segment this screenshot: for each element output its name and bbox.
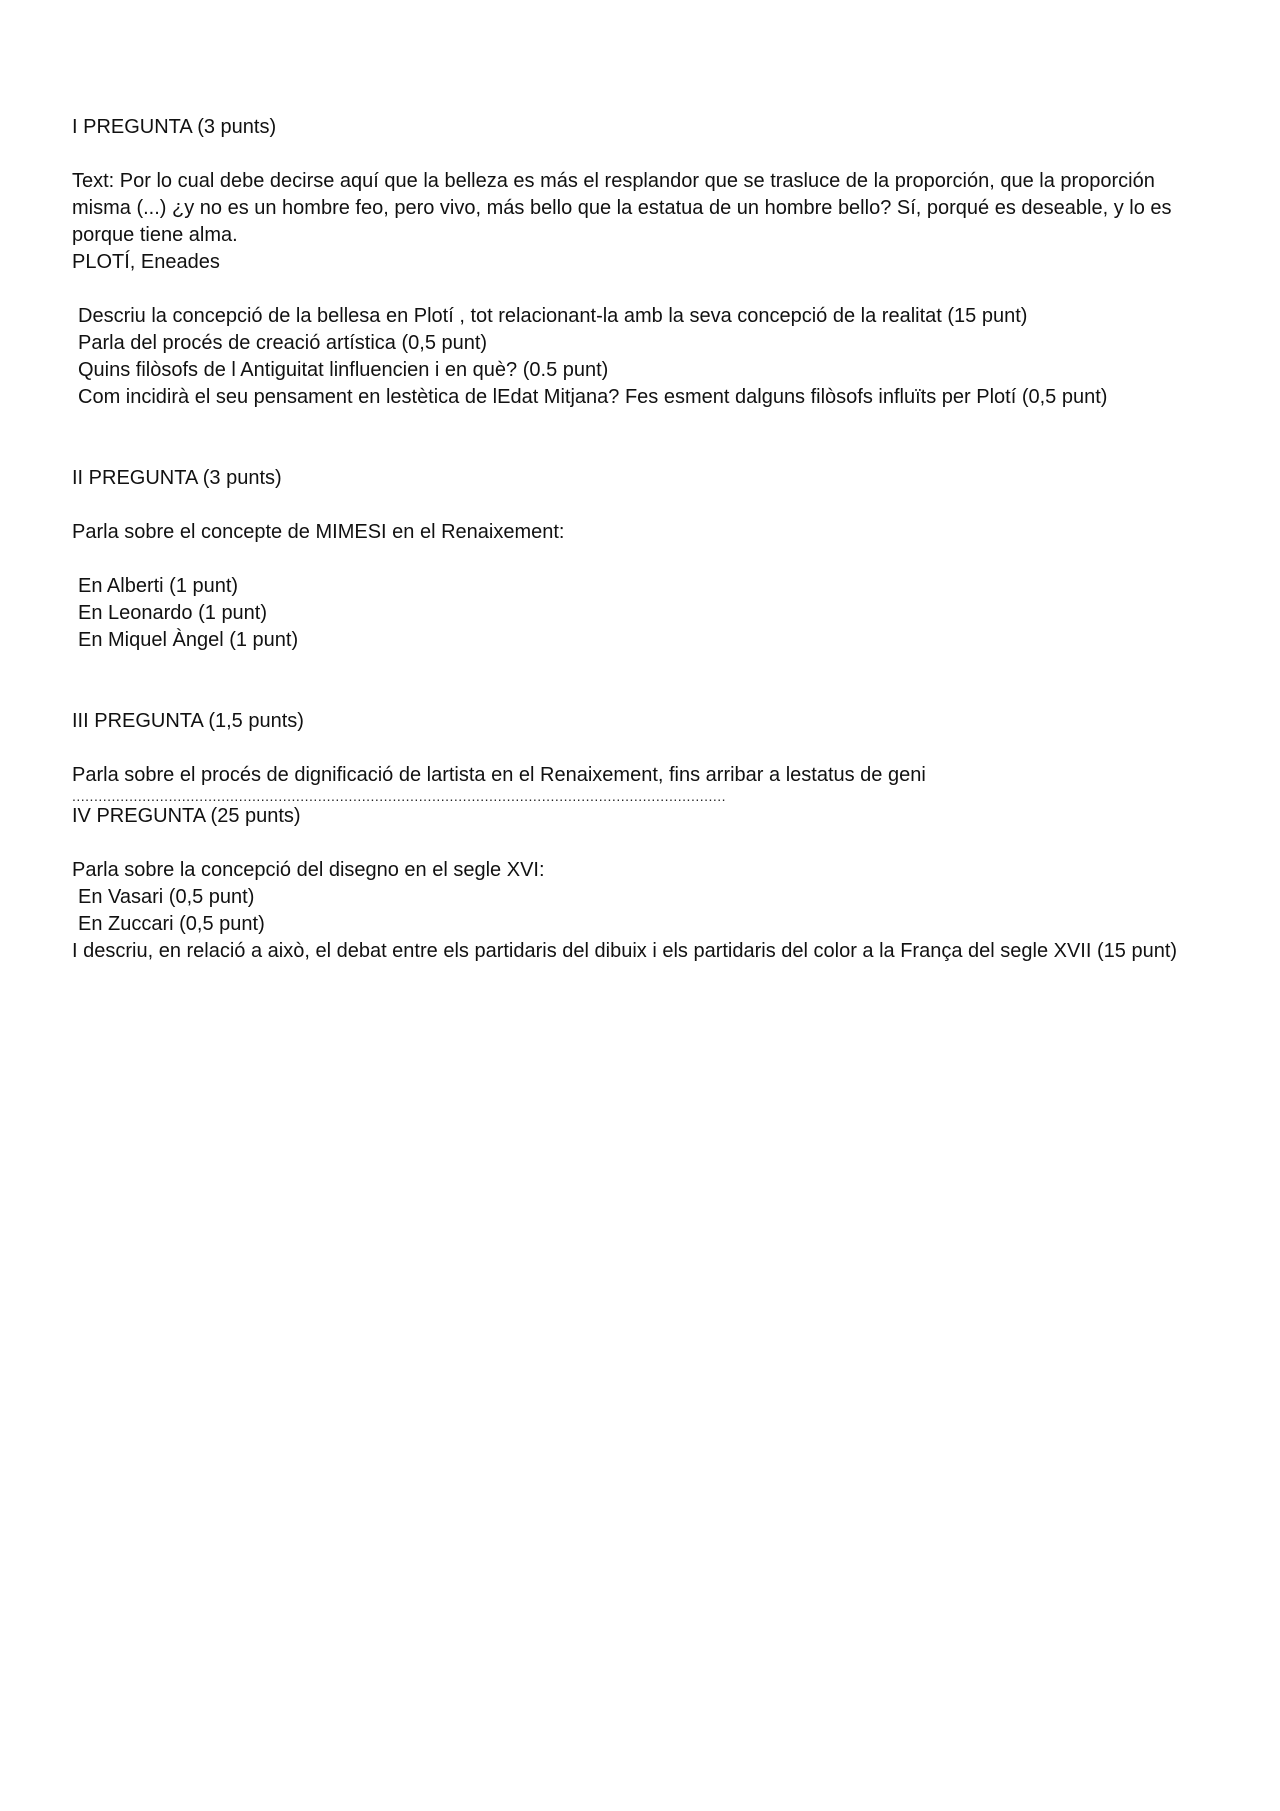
question-1-quote: Text: Por lo cual debe decirse aquí que la belleza es más el resplandor que se trasluce de la proporción, que la proporción misma (...) ¿y no es un hombre feo, pero vivo, más bello que la estatua de un hombre bello? Sí, porqué es deseable, y lo es porque tiene alma. <box>72 170 1172 246</box>
question-2-intro: Parla sobre el concepte de MIMESI en el Renaixement: <box>72 521 565 543</box>
question-4-closing: I descriu, en relació a això, el debat entre els partidaris del dibuix i els partidaris del color a la França del segle XVII (15 punt) <box>72 940 1178 962</box>
question-2-item: En Miquel Àngel (1 punt) <box>78 629 299 651</box>
question-4-item: En Vasari (0,5 punt) <box>78 886 255 908</box>
exam-content <box>72 114 1212 965</box>
question-3-heading: III PREGUNTA (1,5 punts) <box>72 710 304 732</box>
question-2-item: En Leonardo (1 punt) <box>78 602 268 624</box>
question-2-item: En Alberti (1 punt) <box>78 575 239 597</box>
question-1-item: Parla del procés de creació artística (0,5 punt) <box>78 332 488 354</box>
dotted-separator: ..................................................................................................................................................... <box>72 789 727 803</box>
question-1-source: PLOTÍ, Eneades <box>72 251 220 273</box>
question-1-item: Com incidirà el seu pensament en lestètica de lEdat Mitjana? Fes esment dalguns filòsofs influïts per Plotí (0,5 punt) <box>78 386 1108 408</box>
question-4-item: En Zuccari (0,5 punt) <box>78 913 265 935</box>
question-1-item: Descriu la concepció de la bellesa en Plotí , tot relacionant-la amb la seva concepció de la realitat (15 punt) <box>78 305 1028 327</box>
question-4-intro: Parla sobre la concepció del disegno en el segle XVI: <box>72 859 545 881</box>
question-3-text: Parla sobre el procés de dignificació de lartista en el Renaixement, fins arribar a lestatus de geni <box>72 764 926 786</box>
question-4-heading: IV PREGUNTA (25 punts) <box>72 805 301 827</box>
question-1-item: Quins filòsofs de l Antiguitat linfluencien i en què? (0.5 punt) <box>78 359 609 381</box>
question-1-heading: I PREGUNTA (3 punts) <box>72 116 277 138</box>
question-2-heading: II PREGUNTA (3 punts) <box>72 467 282 489</box>
